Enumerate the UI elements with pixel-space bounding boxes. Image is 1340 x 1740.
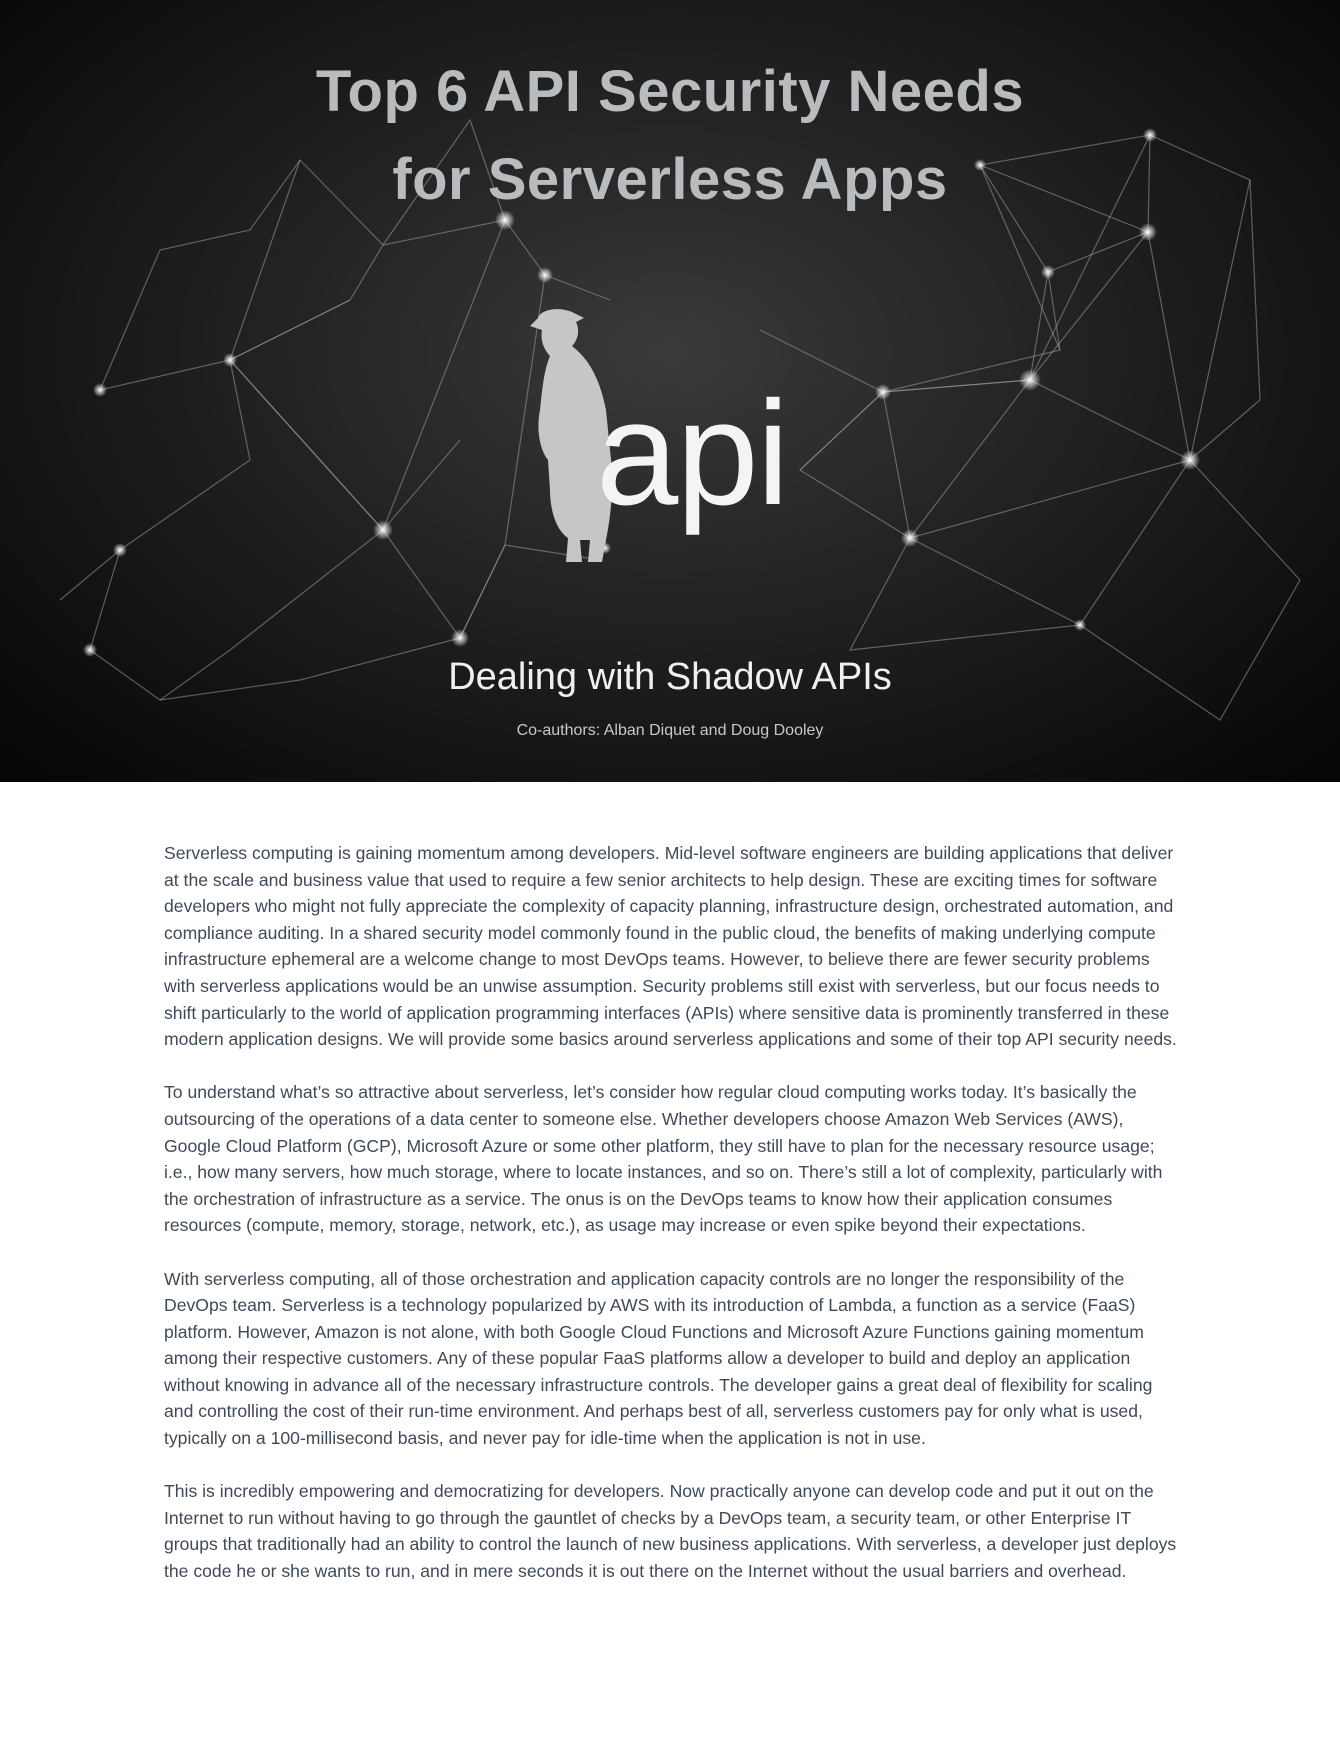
paragraph-1: Serverless computing is gaining momentum among developers. Mid-level software engineers are building applications that deliver at the scale and business value that used to require a few senior architects to help design. These are exciting times for software developers who might not fully appreciate the complexity of capacity planning, infrastructure design, orchestrated automation, and compliance auditing. In a shared security model commonly found in the public cloud, the benefits of making underlying compute infrastructure ephemeral are a welcome change to most DevOps teams. However, to believe there are fewer security problems with serverless applications would be an unwise assumption. Security problems still exist with serverless, but our focus needs to shift particularly to the world of application programming interfaces (APIs) where sensitive data is prominently transferred in these modern application designs. We will provide some basics around serverless applications and some of their top API security needs. bbox=[164, 843, 1177, 1050]
article-body bbox=[164, 840, 1184, 1611]
hero-banner bbox=[0, 0, 1340, 782]
paragraph-4: This is incredibly empowering and democratizing for developers. Now practically anyone can develop code and put it out on the Internet to run without having to go through the gauntlet of checks by a DevOps team, a security team, or other Enterprise IT groups that traditionally had an ability to control the launch of new business applications. With serverless, a developer just deploys the code he or she wants to run, and in mere seconds it is out there on the Internet without the usual barriers and overhead. bbox=[164, 1481, 1177, 1582]
document-title bbox=[0, 48, 1340, 224]
api-logo-text: api bbox=[596, 371, 788, 536]
paragraph-2: To understand what’s so attractive about serverless, let’s consider how regular cloud computing works today. It’s basically the outsourcing of the operations of a data center to someone else. Whether developers choose Amazon Web Services (AWS), Google Cloud Platform (GCP), Microsoft Azure or some other platform, they still have to plan for the necessary resource usage; i.e., how many servers, how much storage, where to locate instances, and so on. There’s still a lot of complexity, particularly with the orchestration of infrastructure as a service. The onus is on the DevOps teams to know how their application consumes resources (compute, memory, storage, network, etc.), as usage may increase or even spike beyond their expectations. bbox=[164, 1082, 1163, 1236]
coauthors: Co-authors: Alban Diquet and Doug Dooley bbox=[516, 722, 824, 739]
paragraph-3: With serverless computing, all of those orchestration and application capacity controls are no longer the responsibility of the DevOps team. Serverless is a technology popularized by AWS with its introduction of Lambda, a function as a service (FaaS) platform. However, Amazon is not alone, with both Google Cloud Functions and Microsoft Azure Functions gaining momentum among their respective customers. Any of these popular FaaS platforms allow a developer to build and deploy an application without knowing in advance all of the necessary infrastructure controls. The developer gains a great deal of flexibility for scaling and controlling the cost of their run-time environment. And perhaps best of all, serverless customers pay for only what is used, typically on a 100-millisecond basis, and never pay for idle-time when the application is not in use. bbox=[164, 1268, 1153, 1449]
subtitle: Dealing with Shadow APIs bbox=[448, 656, 892, 698]
title-line-1: Top 6 API Security Needs bbox=[315, 59, 1025, 124]
title-line-2: for Serverless Apps bbox=[392, 147, 948, 212]
